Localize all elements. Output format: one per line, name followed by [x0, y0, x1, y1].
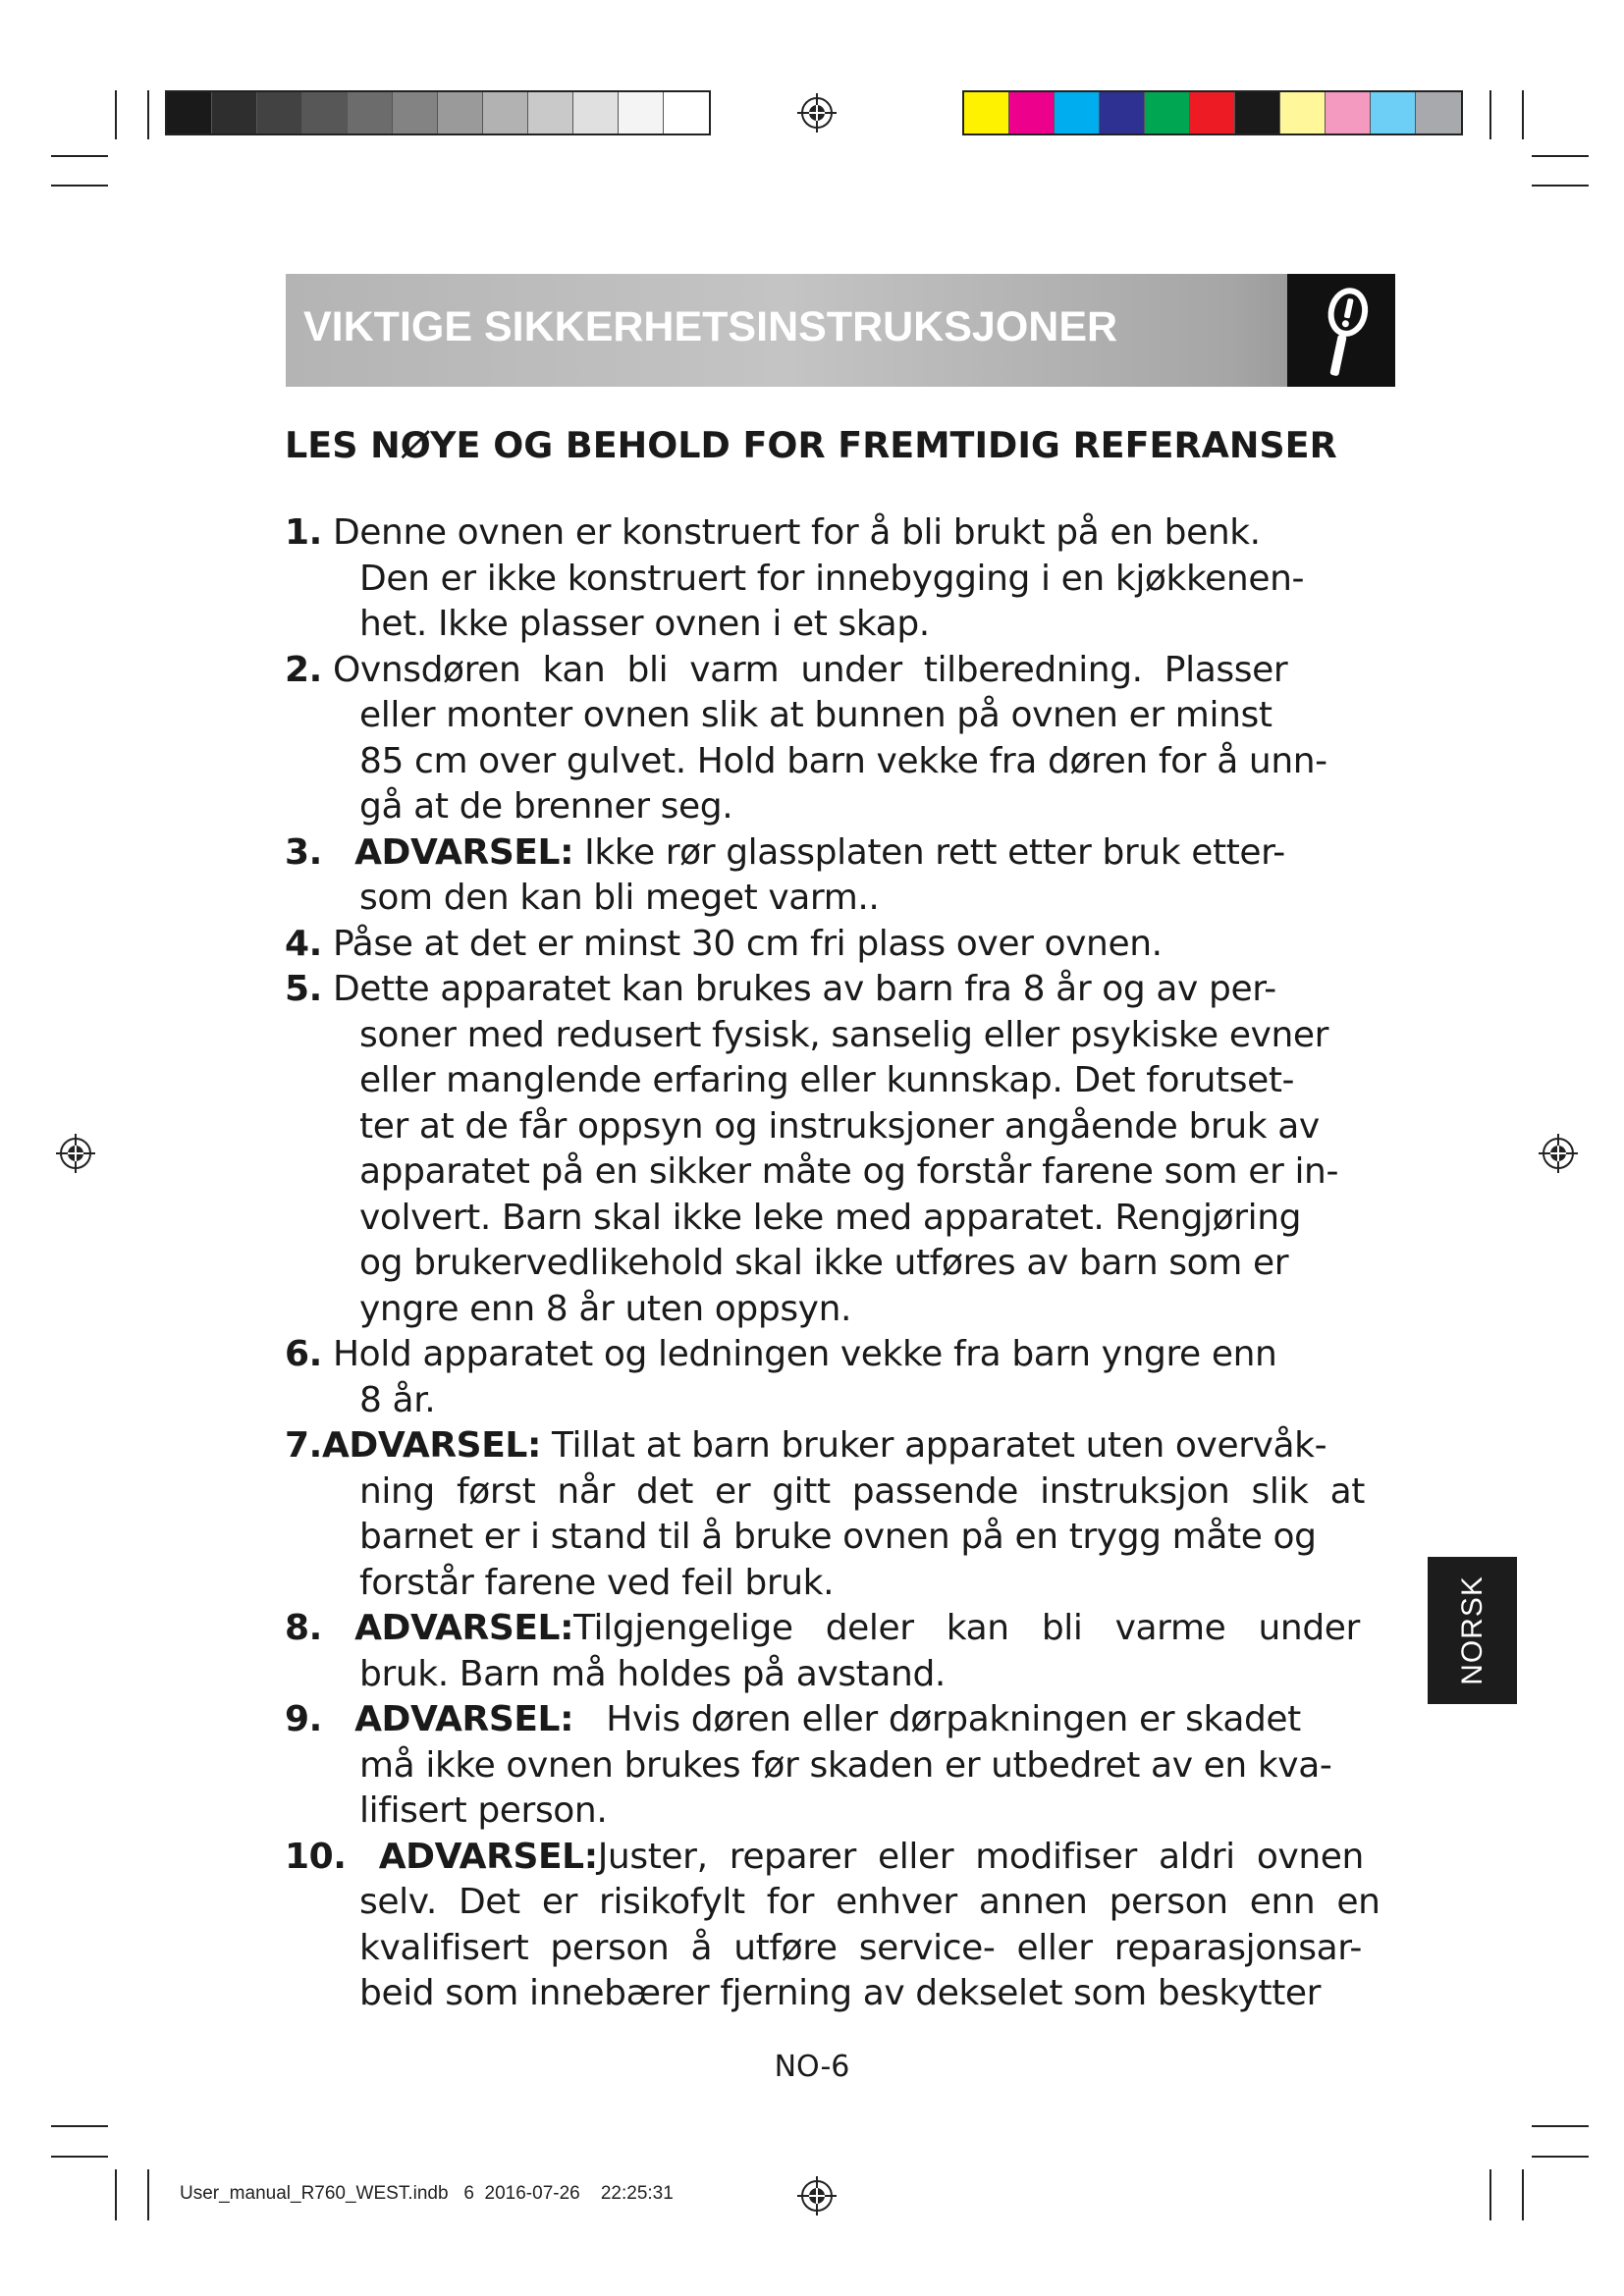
slug-time: 22:25:31	[600, 2183, 674, 2204]
warning-label: ADVARSEL:	[354, 1699, 574, 1739]
crop-mark	[1522, 90, 1524, 139]
line-text: selv. Det er risikofylt for enhver annen person enn en	[359, 1882, 1380, 1922]
crop-mark	[1489, 2169, 1491, 2220]
line-text: het. Ikke plasser ovnen i et skap.	[359, 604, 930, 644]
line-text: ning først når det er gitt passende instruksjon slik at	[359, 1470, 1365, 1512]
instruction-line	[285, 1515, 1404, 1561]
registration-mark-icon	[795, 2174, 839, 2217]
color-swatch	[664, 92, 709, 133]
safety-instructions-list	[285, 510, 1404, 2017]
crop-mark	[51, 2156, 108, 2158]
instruction-item	[285, 1697, 1404, 1835]
line-text: Den er ikke konstruert for innebygging i en kjøkkenen-	[359, 558, 1305, 599]
instruction-line	[285, 1469, 1404, 1516]
instruction-line	[285, 602, 1404, 648]
instruction-line	[285, 1880, 1404, 1926]
instruction-item	[285, 830, 1404, 922]
item-number: 5.	[285, 969, 322, 1009]
color-swatch	[1416, 92, 1461, 133]
color-swatch	[348, 92, 393, 133]
line-text: som den kan bli meget varm..	[359, 878, 880, 918]
instruction-line	[285, 1697, 1404, 1743]
crop-mark	[51, 2125, 108, 2127]
instruction-line	[285, 1971, 1404, 2017]
line-text: apparatet på en sikker måte og forstår farene som er in-	[359, 1151, 1339, 1192]
color-swatch	[528, 92, 573, 133]
instruction-line	[285, 1561, 1404, 1607]
instruction-line	[285, 1058, 1404, 1104]
color-bar	[962, 90, 1463, 135]
header-icon-box	[1287, 274, 1395, 387]
item-number: 8.	[285, 1608, 322, 1648]
line-text: må ikke ovnen brukes før skaden er utbedret av en kva-	[359, 1744, 1332, 1786]
slug-page: 6	[463, 2183, 474, 2204]
instruction-line	[285, 922, 1404, 968]
color-swatch	[1100, 92, 1145, 133]
section-header	[286, 274, 1395, 387]
line-text: Hold apparatet og ledningen vekke fra barn yngre enn	[332, 1334, 1277, 1374]
crop-mark	[147, 90, 149, 139]
warning-label: ADVARSEL:	[378, 1836, 598, 1877]
item-number: 4.	[285, 923, 322, 964]
color-swatch	[1055, 92, 1100, 133]
line-text: eller manglende erfaring eller kunnskap. Det forutset-	[359, 1060, 1295, 1100]
instruction-item	[285, 1423, 1404, 1606]
section-title: VIKTIGE SIKKERHETSINSTRUKSJONER	[303, 303, 1118, 350]
line-text: beid som innebærer fjerning av dekselet som beskytter	[359, 1973, 1322, 2013]
instruction-line	[285, 1013, 1404, 1059]
line-text: gå at de brenner seg.	[359, 786, 733, 827]
instruction-line	[285, 648, 1404, 694]
crop-mark	[1532, 2125, 1589, 2127]
color-swatch	[573, 92, 619, 133]
line-text: soner med redusert fysisk, sanselig eller psykiske evner	[359, 1014, 1329, 1055]
instruction-line	[285, 1149, 1404, 1196]
item-number: 9.	[285, 1699, 322, 1739]
instruction-line	[285, 967, 1404, 1013]
instruction-line	[285, 1652, 1404, 1698]
color-swatch	[483, 92, 528, 133]
line-text: lifisert person.	[359, 1790, 608, 1831]
line-text: Tilgjengelige deler kan bli varme under	[573, 1608, 1360, 1648]
instruction-line	[285, 1926, 1404, 1972]
language-tab-label: NORSK	[1455, 1575, 1489, 1685]
line-text: volvert. Barn skal ikke leke med apparatet. Rengjøring	[359, 1197, 1302, 1238]
item-number: 1.	[285, 512, 322, 553]
line-text: Hvis døren eller dørpakningen er skadet	[573, 1699, 1301, 1739]
color-swatch	[1190, 92, 1235, 133]
instruction-line	[285, 693, 1404, 739]
crop-mark	[1532, 185, 1589, 187]
line-text: og brukervedlikehold skal ikke utføres av barn som er	[359, 1243, 1289, 1283]
color-swatch	[1280, 92, 1326, 133]
color-swatch	[257, 92, 302, 133]
item-number: 7.	[285, 1425, 322, 1466]
warning-label: ADVARSEL:	[354, 831, 574, 873]
crop-mark	[51, 155, 108, 157]
subtitle: LES NØYE OG BEHOLD FOR FREMTIDIG REFERANSER	[285, 424, 1337, 466]
instruction-item	[285, 967, 1404, 1332]
instruction-line	[285, 1743, 1404, 1789]
registration-mark-icon	[1537, 1132, 1580, 1175]
slug-date: 2016-07-26	[484, 2183, 580, 2204]
line-text: forstår farene ved feil bruk.	[359, 1562, 835, 1603]
grayscale-bar	[165, 90, 711, 135]
instruction-line	[285, 1287, 1404, 1333]
instruction-line	[285, 1789, 1404, 1835]
color-swatch	[212, 92, 257, 133]
instruction-line	[285, 1241, 1404, 1287]
line-text: eller monter ovnen slik at bunnen på ovnen er minst	[359, 695, 1272, 735]
instruction-line	[285, 1104, 1404, 1150]
instruction-line	[285, 557, 1404, 603]
instruction-line	[285, 876, 1404, 922]
color-swatch	[1009, 92, 1055, 133]
crop-mark	[147, 2169, 149, 2220]
instruction-item	[285, 1332, 1404, 1423]
line-text: Påse at det er minst 30 cm fri plass over ovnen.	[332, 923, 1163, 964]
item-number: 3.	[285, 831, 322, 873]
item-number: 2.	[285, 649, 322, 690]
slug-file: User_manual_R760_WEST.indb	[180, 2183, 449, 2204]
instruction-line	[285, 1378, 1404, 1424]
warning-label: ADVARSEL:	[354, 1608, 574, 1648]
color-swatch	[1371, 92, 1416, 133]
line-text: Ovnsdøren kan bli varm under tilberedning. Plasser	[332, 649, 1288, 690]
instruction-line	[285, 1606, 1404, 1652]
instruction-line	[285, 1332, 1404, 1378]
instruction-item	[285, 922, 1404, 968]
line-text: Denne ovnen er konstruert for å bli brukt på en benk.	[332, 512, 1261, 553]
crop-mark	[1489, 90, 1491, 139]
instruction-line	[285, 1835, 1404, 1881]
color-swatch	[302, 92, 348, 133]
warning-label: ADVARSEL:	[321, 1425, 541, 1466]
magnifier-exclamation-icon	[1287, 274, 1395, 387]
crop-mark	[115, 90, 117, 139]
color-swatch	[964, 92, 1009, 133]
language-tab	[1428, 1557, 1517, 1704]
color-swatch	[438, 92, 483, 133]
instruction-line	[285, 510, 1404, 557]
line-text: bruk. Barn må holdes på avstand.	[359, 1653, 946, 1694]
crop-mark	[1522, 2169, 1524, 2220]
instruction-item	[285, 648, 1404, 830]
instruction-item	[285, 1835, 1404, 2017]
color-swatch	[1326, 92, 1371, 133]
item-number: 10.	[285, 1836, 347, 1877]
instruction-line	[285, 830, 1404, 877]
color-swatch	[1145, 92, 1190, 133]
color-swatch	[1235, 92, 1280, 133]
item-number: 6.	[285, 1334, 322, 1374]
instruction-item	[285, 1606, 1404, 1697]
line-text: yngre enn 8 år uten oppsyn.	[359, 1288, 852, 1329]
line-text: Tillat at barn bruker apparatet uten overvåk-	[540, 1425, 1327, 1466]
instruction-item	[285, 510, 1404, 648]
instruction-line	[285, 1196, 1404, 1242]
line-text: 85 cm over gulvet. Hold barn vekke fra døren for å unn-	[359, 740, 1327, 781]
color-swatch	[167, 92, 212, 133]
instruction-line	[285, 739, 1404, 785]
color-swatch	[393, 92, 438, 133]
line-text: kvalifisert person å utføre service- eller reparasjonsar-	[359, 1927, 1362, 1968]
registration-mark-icon	[795, 91, 839, 134]
crop-mark	[115, 2169, 117, 2220]
print-slug	[180, 2183, 674, 2205]
line-text: barnet er i stand til å bruke ovnen på en trygg måte og	[359, 1517, 1317, 1557]
page-number: NO-6	[774, 2050, 850, 2084]
line-text: ter at de får oppsyn og instruksjoner angående bruk av	[359, 1105, 1320, 1147]
crop-mark	[51, 185, 108, 187]
crop-mark	[1532, 155, 1589, 157]
line-text: Dette apparatet kan brukes av barn fra 8 år og av per-	[332, 969, 1276, 1009]
color-swatch	[619, 92, 664, 133]
instruction-line	[285, 1423, 1404, 1469]
line-text: 8 år.	[359, 1379, 436, 1420]
registration-mark-icon	[54, 1132, 97, 1175]
instruction-line	[285, 784, 1404, 830]
crop-mark	[1532, 2156, 1589, 2158]
line-text: Juster, reparer eller modifiser aldri ovnen	[597, 1836, 1364, 1877]
line-text: Ikke rør glassplaten rett etter bruk etter-	[573, 831, 1285, 873]
